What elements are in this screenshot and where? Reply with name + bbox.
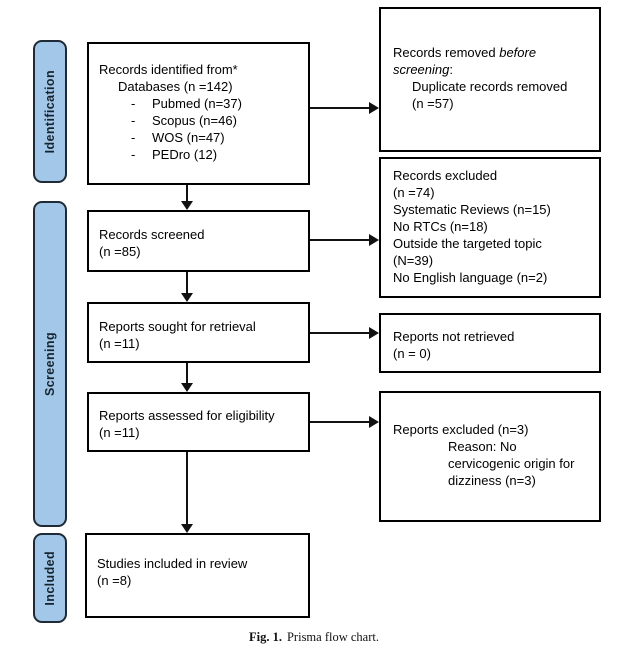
bullet-dash: - [131, 130, 136, 145]
box-line: Reason: No [448, 439, 517, 454]
box-records-removed [379, 7, 601, 152]
box-line: Records excluded [393, 168, 498, 183]
list-item-label: PEDro (12) [152, 147, 218, 162]
caption-text: Prisma flow chart. [286, 630, 379, 644]
box-line: Databases (n =142) [118, 79, 233, 94]
figure-caption [0, 630, 628, 645]
stage-label: Screening [43, 331, 57, 397]
stage-label: Included [43, 550, 57, 606]
box-studies-included [85, 533, 310, 618]
box-reports-not-retrieved [379, 313, 601, 373]
box-records-screened [87, 210, 310, 272]
bullet-dash: - [131, 113, 136, 128]
box-line: (n =11) [99, 336, 140, 351]
box-line: screening: [393, 62, 453, 77]
list-item [131, 112, 300, 129]
box-line: Records identified from* [99, 62, 238, 77]
list-item-label: Scopus (n=46) [152, 113, 237, 128]
stage-label: Identification [43, 69, 57, 154]
box-line: Duplicate records removed [412, 79, 568, 94]
stage-tab-included [33, 533, 67, 623]
box-line: (n =11) [99, 425, 140, 440]
stage-tab-identification [33, 40, 67, 183]
caption-label: Fig. 1. [249, 630, 282, 644]
box-line: dizziness (n=3) [448, 473, 536, 488]
box-line: cervicogenic origin for [448, 456, 575, 471]
list-item-label: Pubmed (n=37) [152, 96, 242, 111]
box-line: (N=39) [393, 253, 434, 268]
box-reports-excluded [379, 391, 601, 522]
box-line: Outside the targeted topic [393, 236, 542, 251]
box-line: Reports sought for retrieval [99, 319, 256, 334]
box-line: (n = 0) [393, 346, 431, 361]
box-line: (n =74) [393, 185, 435, 200]
bullet-dash: - [131, 96, 136, 111]
box-line: Reports assessed for eligibility [99, 408, 275, 423]
box-line: (n =85) [99, 244, 141, 259]
bullet-dash: - [131, 147, 136, 162]
list-item [131, 129, 300, 146]
box-line: Reports not retrieved [393, 329, 515, 344]
box-line: (n =57) [412, 96, 454, 111]
box-line: Records screened [99, 227, 205, 242]
list-item [131, 95, 300, 112]
box-line: (n =8) [97, 573, 132, 588]
list-item-label: WOS (n=47) [152, 130, 225, 145]
box-line: Records removed before [393, 45, 537, 60]
list-item [131, 146, 300, 163]
box-line: Reports excluded (n=3) [393, 422, 529, 437]
box-line: Systematic Reviews (n=15) [393, 202, 551, 217]
box-reports-assessed [87, 392, 310, 452]
box-line: Studies included in review [97, 556, 248, 571]
box-line: No English language (n=2) [393, 270, 548, 285]
box-records-identified [87, 42, 310, 185]
box-line: No RTCs (n=18) [393, 219, 488, 234]
stage-tab-screening [33, 201, 67, 527]
box-records-excluded [379, 157, 601, 298]
box-reports-sought [87, 302, 310, 363]
